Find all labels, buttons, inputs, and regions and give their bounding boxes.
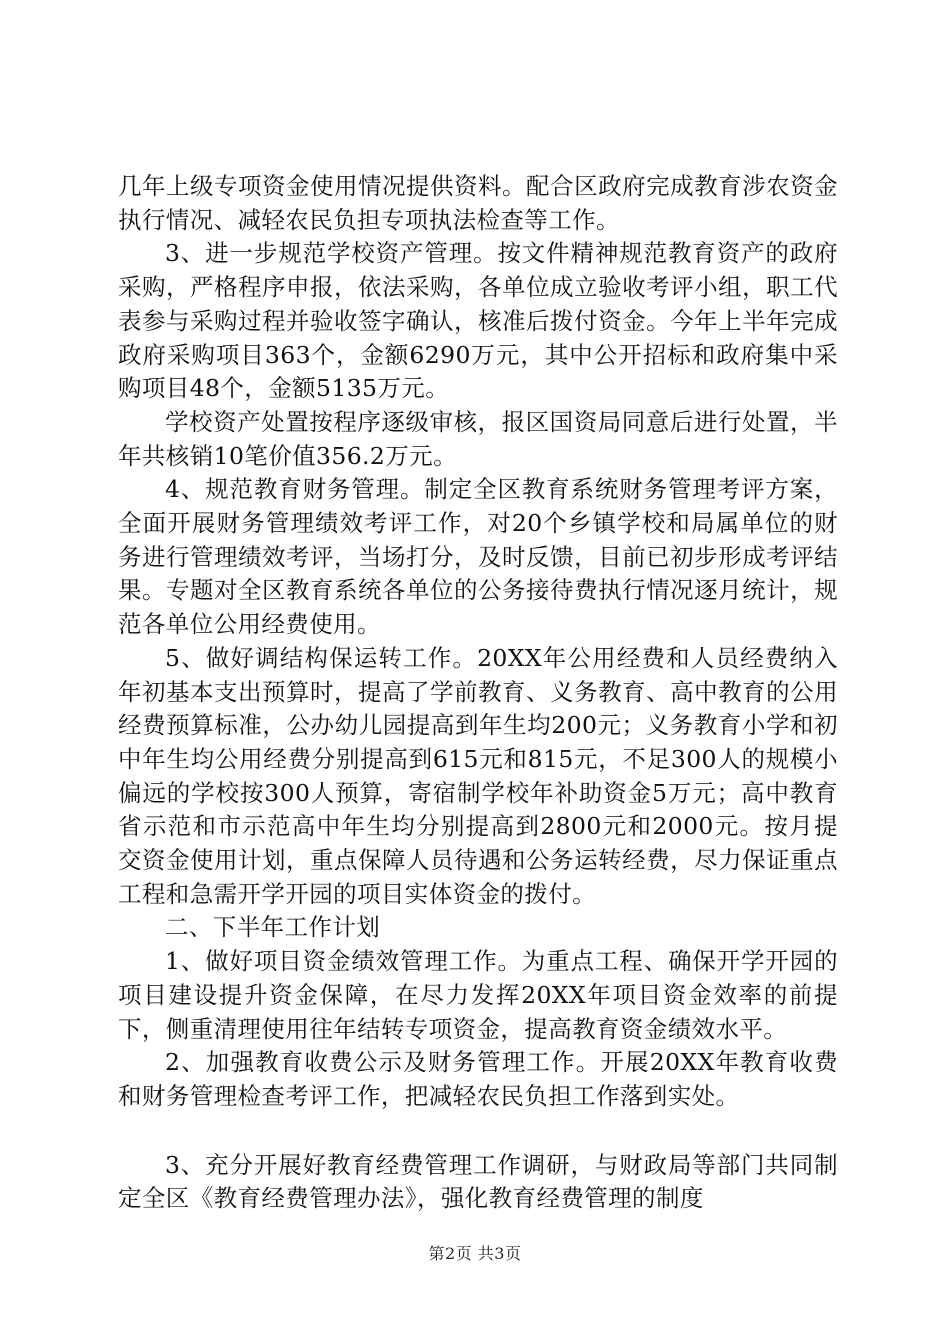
section-heading-second-half-plan: 二、下半年工作计划 xyxy=(165,913,381,942)
paragraph-project-funds: 1、做好项目资金绩效管理工作。为重点工程、确保开学开园的项目建设提升资金保障，在尽力发挥20XX年项目资金效率的前提下，侧重清理使用往年结转专项资金，提高教育资金绩效水平。 xyxy=(118,947,838,1043)
paragraph-funding-research: 3、充分开展好教育经费管理工作调研，与财政局等部门共同制定全区《教育经费管理办法》，强化教育经费管理的制度 xyxy=(118,1150,838,1213)
page-footer: 第2页 共3页 xyxy=(428,1244,522,1263)
paragraph-structure-adjustment: 5、做好调结构保运转工作。20XX年公用经费和人员经费纳入年初基本支出预算时，提高了学前教育、义务教育、高中教育的公用经费预算标准，公办幼儿园提高到年生均200元；义务教育小学和初中年生均公用经费分别提高到615元和815元，不足300人的规模小偏远的学校按300人预算，寄宿制学校年补助资金5万元；高中教育省示范和市示范高中年生均分别提高到2800元和2000元。按月提交资金使用计划，重点保障人员待遇和公务运转经费，尽力保证重点工程和急需开学开园的项目实体资金的拨付。 xyxy=(118,643,838,908)
paragraph-fee-disclosure: 2、加强教育收费公示及财务管理工作。开展20XX年教育收费和财务管理检查考评工作，把减轻农民负担工作落到实处。 xyxy=(118,1048,838,1110)
paragraph-asset-disposal: 学校资产处置按程序逐级审核，报区国资局同意后进行处置，半年共核销10笔价值356.2万元。 xyxy=(118,407,838,470)
paragraph-financial-management: 4、规范教育财务管理。制定全区教育系统财务管理考评方案，全面开展财务管理绩效考评工作，对20个乡镇学校和局属单位的财务进行管理绩效考评，当场打分，及时反馈，目前已初步形成考评结果。专题对全区教育系统各单位的公务接待费执行情况逐月统计，规范各单位公用经费使用。 xyxy=(118,475,838,639)
paragraph-asset-management: 3、进一步规范学校资产管理。按文件精神规范教育资产的政府采购，严格程序申报，依法采购，各单位成立验收考评小组，职工代表参与采购过程并验收签字确认，核准后拨付资金。今年上半年完成政府采购项目363个，金额6290万元，其中公开招标和政府集中采购项目48个，金额5135万元。 xyxy=(118,239,838,403)
document-body xyxy=(118,170,838,1216)
paragraph-continuation: 几年上级专项资金使用情况提供资料。配合区政府完成教育涉农资金执行情况、减轻农民负担专项执法检查等工作。 xyxy=(118,172,838,234)
